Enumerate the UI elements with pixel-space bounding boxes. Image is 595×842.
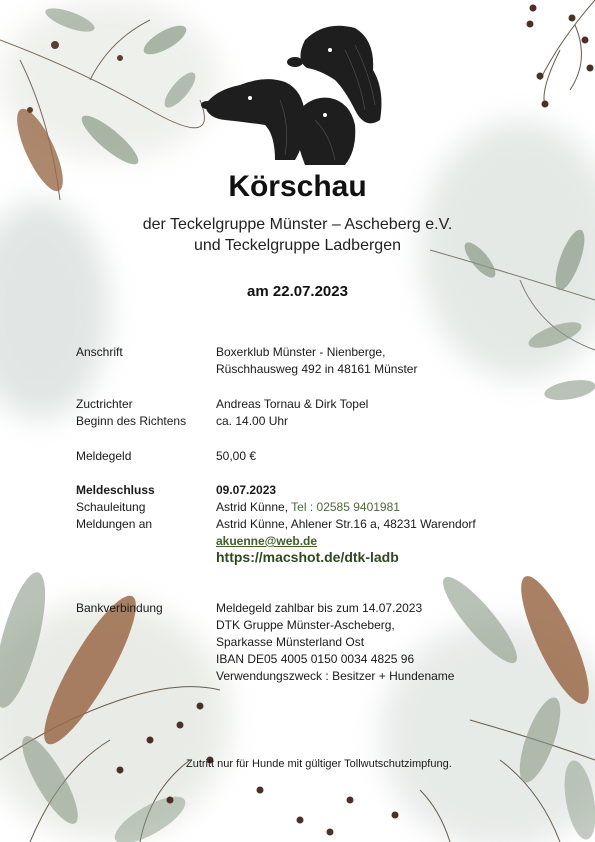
deadline-value: 09.07.2023 xyxy=(216,483,277,497)
bank-line-5: Verwendungszweck : Besitzer + Hundename xyxy=(216,669,455,683)
email-link[interactable]: akuenne@web.de xyxy=(216,534,318,548)
event-date: am 22.07.2023 xyxy=(247,283,348,300)
footer-note: Zutritt nur für Hunde mit gültiger Tollwutschutzimpfung. xyxy=(186,758,452,770)
judge-value: Andreas Tornau & Dirk Topel xyxy=(216,397,369,411)
subtitle-line-1: der Teckelgruppe Münster – Ascheberg e.V. xyxy=(142,216,453,233)
address-label: Anschrift xyxy=(76,345,123,359)
fee-label: Meldegeld xyxy=(76,449,132,463)
bank-line-3: Sparkasse Münsterland Ost xyxy=(216,635,365,649)
dachshund-illustration xyxy=(195,10,395,170)
bank-label: Bankverbindung xyxy=(76,601,163,615)
bank-line-1: Meldegeld zahlbar bis zum 14.07.2023 xyxy=(216,601,423,615)
deadline-label: Meldeschluss xyxy=(76,483,155,497)
website-link[interactable]: https://macshot.de/dtk-ladb xyxy=(216,549,399,565)
management-value xyxy=(216,500,400,515)
page-title: Körschau xyxy=(228,170,367,203)
management-label: Schauleitung xyxy=(76,500,146,514)
registration-label: Meldungen an xyxy=(76,517,153,531)
address-line-2: Rüschhausweg 492 in 48161 Münster xyxy=(216,362,418,376)
management-name: Astrid Künne, xyxy=(216,500,289,514)
judge-label: Zuctrichter xyxy=(76,397,133,411)
fee-value: 50,00 € xyxy=(216,449,257,463)
subtitle-line-2: und Teckelgruppe Ladbergen xyxy=(194,237,401,254)
bank-line-2: DTK Gruppe Münster-Ascheberg, xyxy=(216,618,395,632)
address-line-1: Boxerklub Münster - Nienberge, xyxy=(216,345,386,359)
start-time-label: Beginn des Richtens xyxy=(76,414,187,428)
registration-value: Astrid Künne, Ahlener Str.16 a, 48231 Warendorf xyxy=(216,517,476,531)
bank-line-4: IBAN DE05 4005 0150 0034 4825 96 xyxy=(216,652,415,666)
start-time-value: ca. 14.00 Uhr xyxy=(216,414,289,428)
management-phone[interactable]: Tel : 02585 9401981 xyxy=(291,500,400,514)
